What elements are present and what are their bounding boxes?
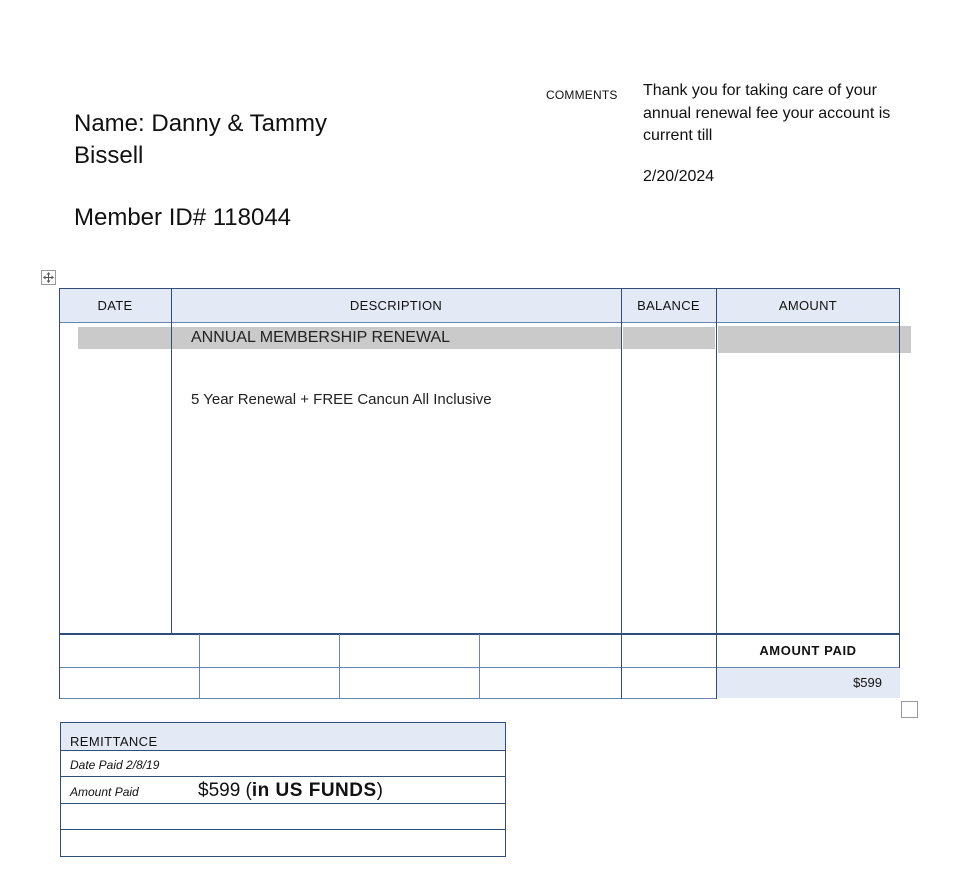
- table-move-handle-icon[interactable]: [41, 270, 56, 285]
- amount-paid-remit-label: Amount Paid: [70, 785, 139, 799]
- amount-note: in US FUNDS: [251, 780, 377, 801]
- table-border-top: [59, 288, 900, 289]
- remittance-row-empty-1: [61, 804, 505, 830]
- comments-text: Thank you for taking care of your annual renewal fee your account is current till: [643, 82, 891, 144]
- amount-value-text: $599 (: [198, 780, 252, 801]
- customer-name: [74, 108, 327, 172]
- remittance-header: [61, 723, 505, 751]
- remittance-title: REMITTANCE: [70, 734, 158, 749]
- amount-paid-remit-value: [198, 780, 383, 802]
- column-header-date: DATE: [59, 288, 171, 322]
- table-border-bottom: [59, 698, 716, 699]
- amount-paid-value: $599: [853, 675, 882, 690]
- amount-paid-cell: [716, 667, 900, 698]
- footer-divider-3: [479, 634, 480, 699]
- customer-name-line1: Name: Danny & Tammy: [74, 110, 327, 137]
- column-header-amount: AMOUNT: [716, 288, 900, 322]
- column-header-balance: BALANCE: [621, 288, 716, 322]
- row-highlight-amount: [718, 326, 911, 353]
- footer-divider-1: [199, 634, 200, 699]
- footer-divider-2: [339, 634, 340, 699]
- remittance-row-date: [61, 751, 505, 777]
- table-border-right: [899, 288, 900, 668]
- amount-close-paren: ): [376, 780, 383, 801]
- col-divider-description: [621, 288, 622, 699]
- column-header-description: DESCRIPTION: [171, 288, 621, 322]
- col-divider-date: [171, 288, 172, 634]
- table-resize-handle[interactable]: [901, 701, 918, 718]
- row-description-1: ANNUAL MEMBERSHIP RENEWAL: [191, 329, 451, 346]
- table-border-left: [59, 288, 60, 699]
- row-description-2: 5 Year Renewal + FREE Cancun All Inclusive: [191, 391, 492, 408]
- member-id: Member ID# 118044: [74, 204, 292, 231]
- remittance-row-empty-2: [61, 830, 505, 856]
- invoice-table: [59, 288, 900, 699]
- remittance-row-amount: [61, 777, 505, 804]
- header-divider: [59, 322, 900, 323]
- comments-date: 2/20/2024: [643, 168, 715, 185]
- amount-paid-label: AMOUNT PAID: [759, 643, 857, 658]
- col-divider-balance: [716, 288, 717, 699]
- comments-label: COMMENTS: [546, 88, 618, 102]
- date-paid: Date Paid 2/8/19: [70, 758, 160, 772]
- customer-name-line2: Bissell: [74, 142, 144, 169]
- row-highlight-balance: [623, 327, 715, 349]
- remittance-box: [60, 722, 506, 857]
